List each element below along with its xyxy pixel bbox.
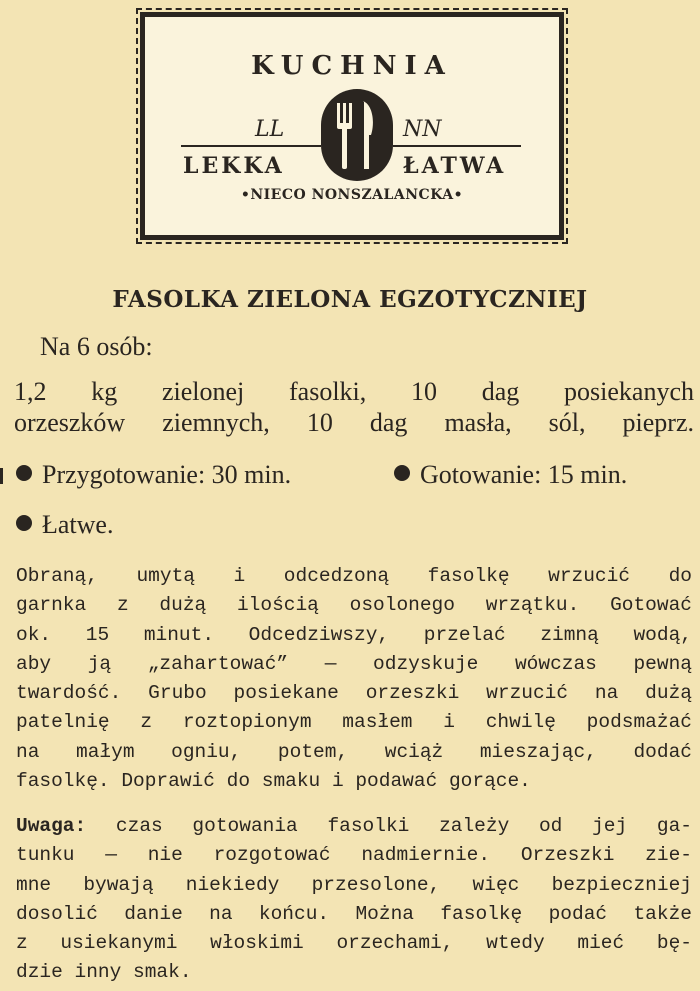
instruction-line: Obraną, umytą i odcedzoną fasolkę wrzucić do (16, 565, 692, 587)
header-kuchnia: KUCHNIA (251, 51, 453, 81)
header-lekka: LEKKA (183, 153, 285, 179)
recipe-title: FASOLKA ZIELONA EGZOTYCZNIEJ (112, 286, 588, 313)
note-label: Uwaga: (16, 815, 87, 837)
ingredients-line: orzeszków ziemnych, 10 dag masła, sól, pieprz. (14, 408, 694, 437)
header-tagline: •NIECO NONSZALANCKA• (240, 187, 464, 203)
bullet-icon (16, 465, 32, 481)
header-rule-left (181, 145, 321, 147)
header-initials-left: LL (255, 117, 285, 142)
difficulty-text: Łatwe. (42, 510, 114, 539)
note (16, 812, 692, 988)
margin-mark (0, 468, 3, 484)
note-line: mne bywają niekiedy przesolone, więc bezpieczniej (16, 873, 692, 896)
header-initials-right: NN (403, 117, 442, 142)
ingredients (14, 376, 694, 438)
instruction-line: twardość. Grubo posiekane orzeszki wrzucić na dużą (16, 682, 692, 705)
note-first-line (16, 812, 692, 841)
instruction-line: fasolkę. Doprawić do smaku i podawać gorące. (16, 770, 531, 793)
instruction-line: aby ją „zahartować” — odzyskuje wówczas pewną (16, 652, 692, 675)
cook-time (394, 460, 627, 490)
prep-time-text: Przygotowanie: 30 min. (42, 460, 292, 489)
instruction-line: patelnię z roztopionym masłem i chwilę podsmażać (16, 711, 692, 734)
prep-time (16, 460, 291, 490)
difficulty (16, 510, 113, 540)
instructions (16, 562, 692, 796)
note-line: tunku — nie rozgotować nadmiernie. Orzeszki zie- (16, 844, 692, 867)
header-rule-right (393, 145, 521, 147)
note-line: dosolić danie na końcu. Można fasolkę podać także (16, 902, 692, 925)
note-line: z usiekanymi włoskimi orzechami, wtedy mieć bę- (16, 932, 692, 955)
note-line: dzie inny smak. (16, 961, 192, 984)
ingredients-line: 1,2 kg zielonej fasolki, 10 dag posiekanych (14, 377, 694, 406)
instruction-line: garnka z dużą ilością osolonego wrzątku. Gotować (16, 594, 692, 617)
cookbook-header-box (140, 12, 564, 240)
header-latwa: ŁATWA (403, 153, 507, 179)
fork-and-knife-icon (321, 89, 393, 181)
cook-time-text: Gotowanie: 15 min. (420, 460, 628, 489)
bullet-icon (16, 515, 32, 531)
note-line: czas gotowania fasolki zależy od jej ga- (86, 815, 692, 837)
servings: Na 6 osób: (40, 332, 153, 361)
instruction-line: na małym ogniu, potem, wciąż mieszając, dodać (16, 740, 692, 763)
instruction-line: ok. 15 minut. Odcedziwszy, przelać zimną wodą, (16, 623, 692, 646)
bullet-icon (394, 465, 410, 481)
